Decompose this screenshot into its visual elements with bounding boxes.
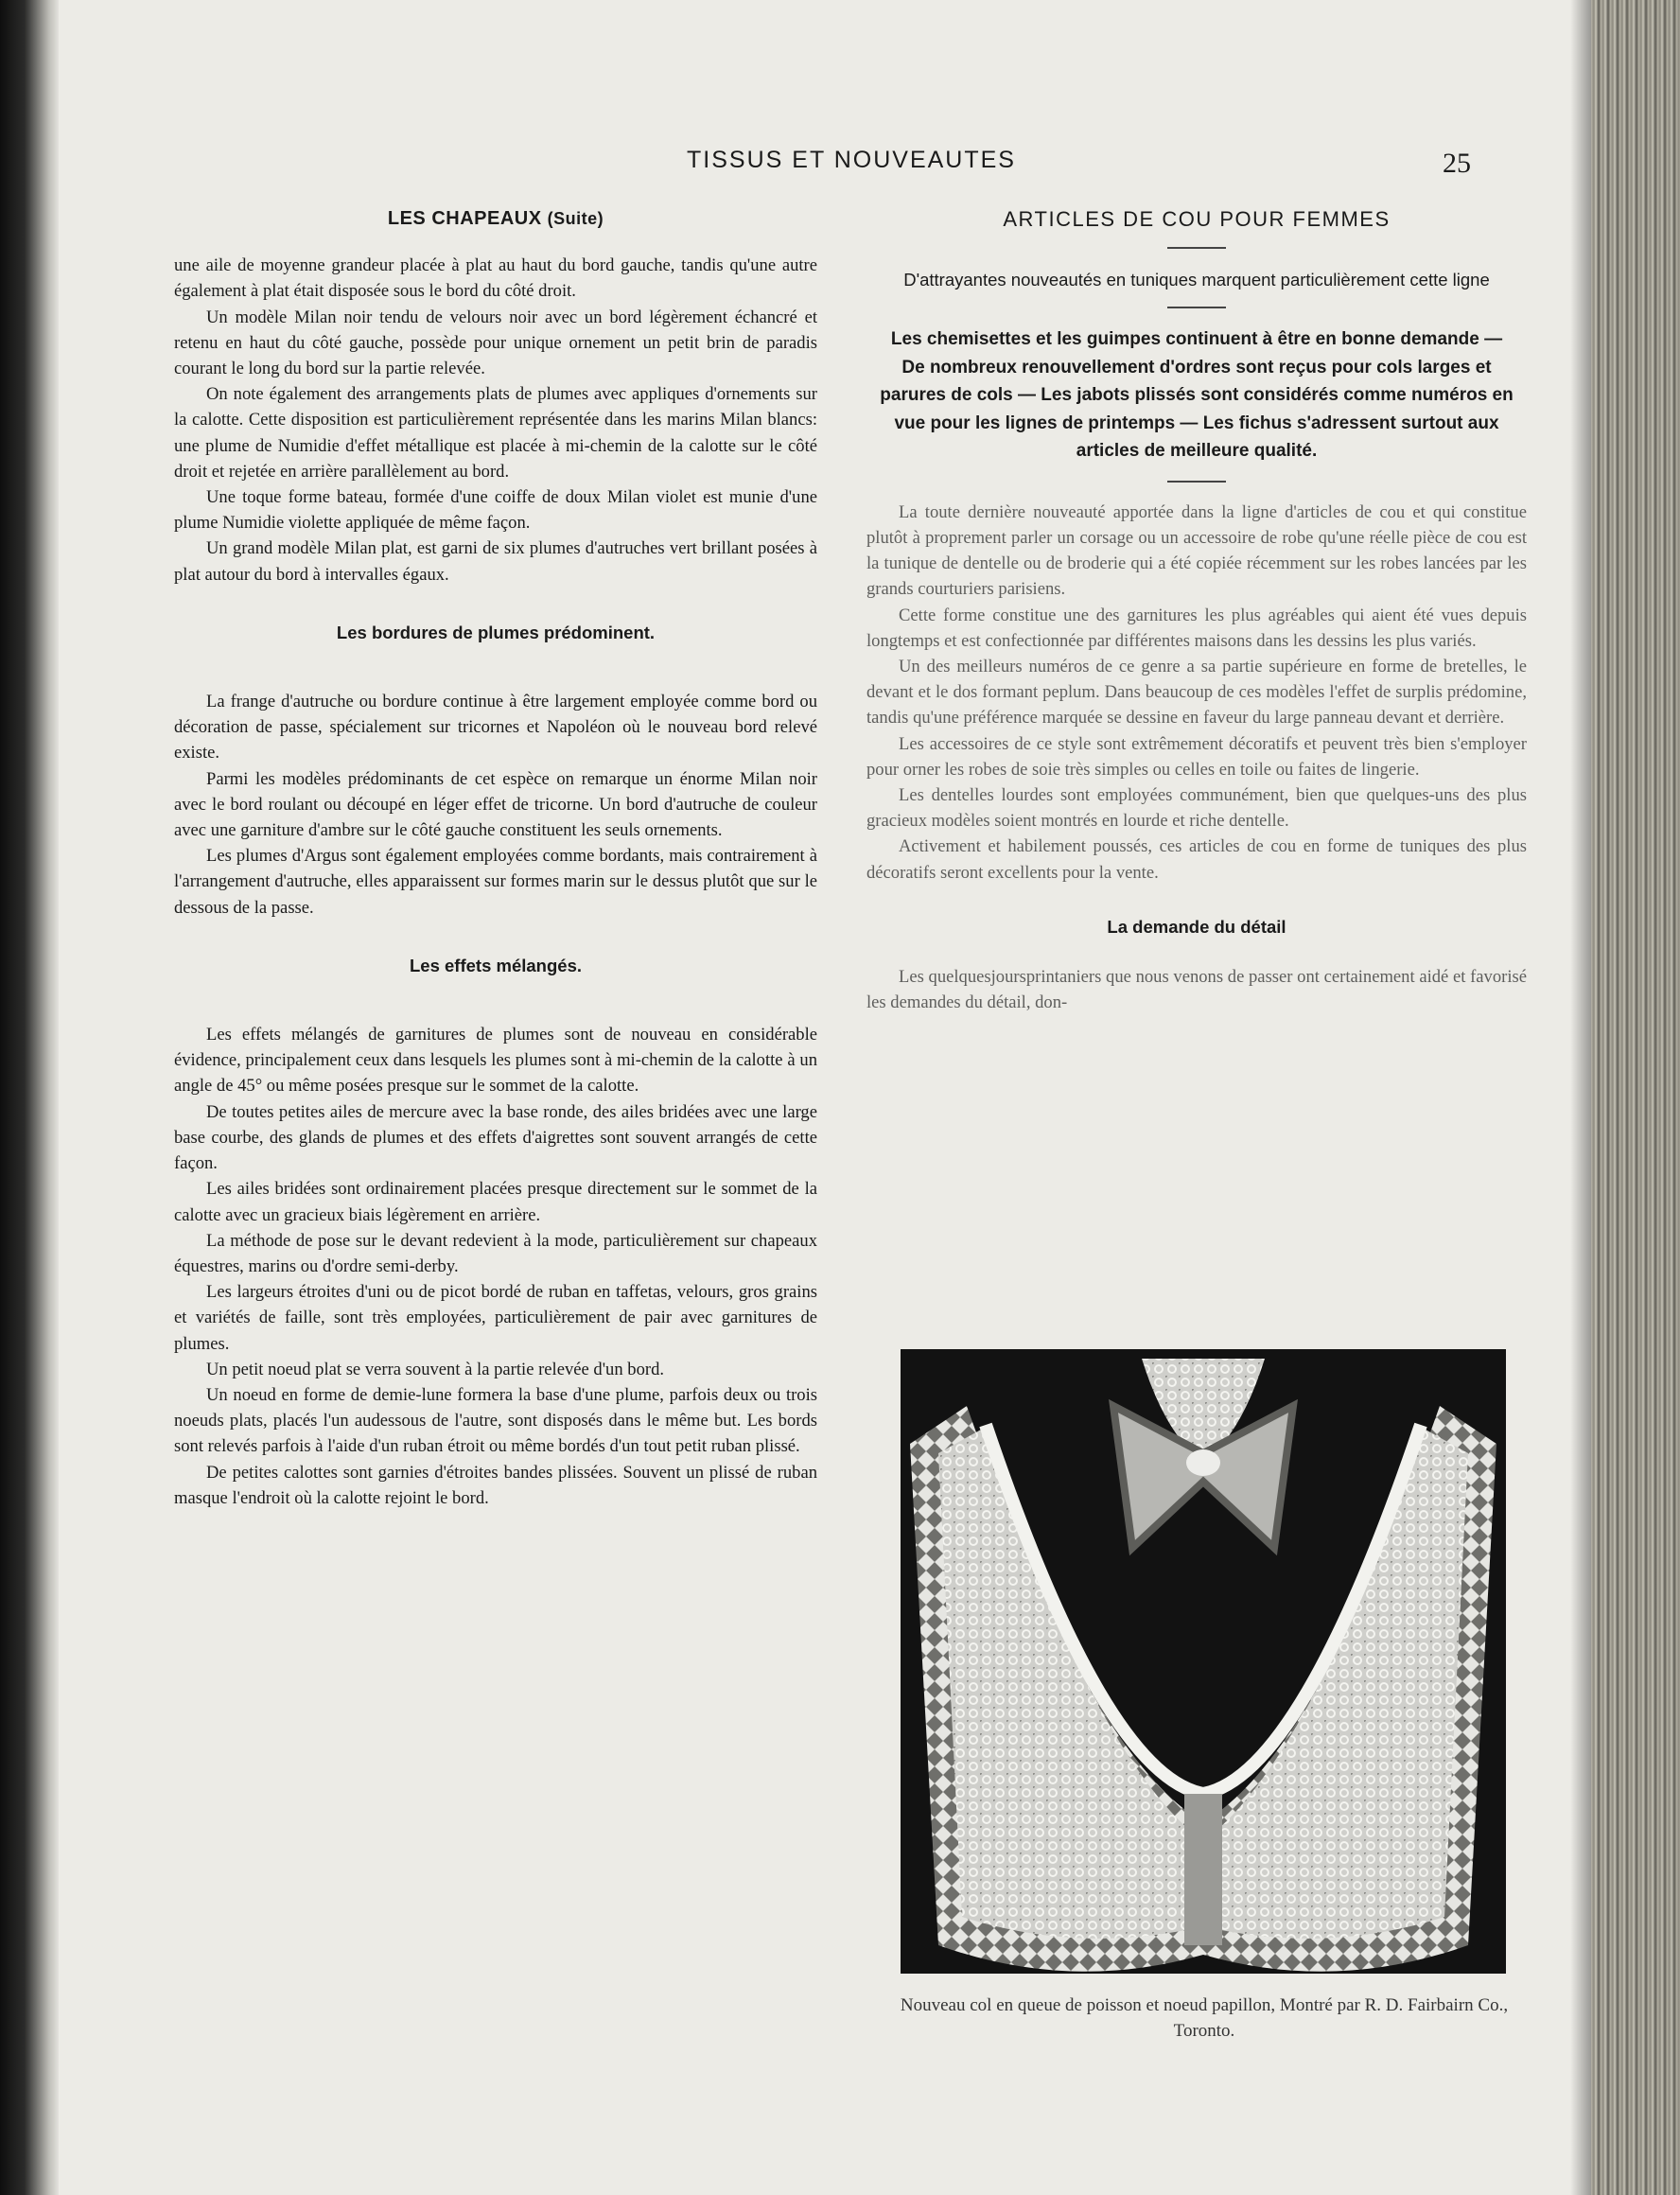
paragraph: Un modèle Milan noir tendu de velours noir avec un bord légèrement échancré et retenu en haut du côté gauche, possède pour unique ornement un petit brin de paradis courant le long du bord sur la partie relevée.	[174, 307, 817, 379]
collar-photograph	[901, 1349, 1506, 1974]
deck-rule	[1167, 307, 1226, 308]
right-column	[866, 206, 1527, 1015]
article-continuation	[866, 964, 1527, 1015]
paragraph: On note également des arrangements plats de plumes avec appliques d'ornements sur la calotte. Cette disposition est particulièrement représentée dans les marins Milan blancs: une plume de Numidie d'effet métallique est placée à mi-chemin de la calotte sur le côté droit et rejetée en arrière parallèlement au bord.	[174, 384, 817, 482]
paragraph: Les quelquesjoursprintaniers que nous venons de passer ont certainement aidé et favorisé les demandes du détail, don-	[866, 966, 1527, 1013]
collar-insert	[1184, 1794, 1222, 1945]
paragraph: Un grand modèle Milan plat, est garni de six plumes d'autruches vert brillant posées à plat autour du bord à intervalles égaux.	[174, 538, 817, 585]
paragraph: Activement et habilement poussés, ces articles de cou en forme de tuniques des plus décoratifs seront excellents pour la vente.	[866, 836, 1527, 883]
book-page-edges	[1591, 0, 1680, 2195]
paragraph: une aile de moyenne grandeur placée à plat au haut du bord gauche, tandis qu'une autre également à plat était disposée sous le bord du côté droit.	[174, 255, 817, 302]
paragraph: Les dentelles lourdes sont employées communément, bien que quelques-uns des plus gracieux modèles soient montrés en lourde et riche dentelle.	[866, 784, 1527, 832]
running-title: TISSUS ET NOUVEAUTES	[687, 147, 1016, 173]
paragraph: Les accessoires de ce style sont extrêmement décoratifs et peuvent très bien s'employer pour orner les robes de soie très simples ou celles en toile ou faites de lingerie.	[866, 733, 1527, 780]
paragraph: Les plumes d'Argus sont également employées comme bordants, mais contrairement à l'arrangement d'autruche, elles apparaissent sur formes marin sur le dessus plutôt que sur le dessous de la passe.	[174, 846, 817, 918]
section-title-text: LES CHAPEAUX	[387, 208, 542, 229]
section-title-suffix: (Suite)	[547, 209, 604, 228]
paragraph: La frange d'autruche ou bordure continue à être largement employée comme bord ou décoration de passe, spécialement sur tricornes et Napoléon où le nouveau bord relevé existe.	[174, 692, 817, 764]
page-number: 25	[1443, 148, 1471, 179]
paragraph: Parmi les modèles prédominants de cet espèce on remarque un énorme Milan noir avec le bord roulant ou découpé en léger effet de tricorne. Un bord d'autruche de couleur avec une garniture d'ambre sur le côté gauche constituent les seuls ornements.	[174, 768, 817, 841]
paragraph: Un noeud en forme de demie-lune formera la base d'une plume, parfois deux ou trois noeuds plats, placés l'un audessous de l'autre, sont disposés dans le même but. Les bords sont relevés parfois à l'aide d'un ruban étroit ou même bordés d'un tout petit ruban plissé.	[174, 1384, 817, 1457]
title-rule	[1167, 247, 1226, 249]
paragraph: Un petit noeud plat se verra souvent à la partie relevée d'un bord.	[206, 1359, 665, 1379]
paragraph: De petites calottes sont garnies d'étroites bandes plissées. Souvent un plissé de ruban masque l'endroit où la calotte rejoint le bord.	[174, 1462, 817, 1508]
article-body	[866, 500, 1527, 886]
book-gutter	[0, 0, 59, 2195]
paragraph: Les effets mélangés de garnitures de plumes sont de nouveau en considérable évidence, principalement ceux dans lesquels les plumes sont à mi-chemin de la calotte à un angle de 45° ou même posées presque sur le sommet de la calotte.	[174, 1025, 817, 1097]
subheading-effets: Les effets mélangés.	[410, 955, 582, 975]
collar-illustration	[901, 1349, 1506, 1974]
paragraph: Les largeurs étroites d'uni ou de picot bordé de ruban en taffetas, velours, gros grains et variétés de faille, sont très employées, particulièrement de pair avec garnitures de plumes.	[174, 1282, 817, 1354]
article-deck: D'attrayantes nouveautés en tuniques marquent particulièrement cette ligne	[903, 270, 1490, 290]
article-title: ARTICLES DE COU POUR FEMMES	[1003, 207, 1391, 231]
subheading-demande: La demande du détail	[1107, 916, 1286, 937]
paragraph: De toutes petites ailes de mercure avec la base ronde, des ailes bridées avec une large base courbe, des glands de plumes et des effets d'aigrettes sont souvent arrangés de cette façon.	[174, 1101, 817, 1174]
photo-caption: Nouveau col en queue de poisson et noeud papillon, Montré par R. D. Fairbairn Co., Toronto.	[900, 1995, 1509, 2041]
bow-tie-knot	[1186, 1449, 1220, 1476]
paragraph: La toute dernière nouveauté apportée dans la ligne d'articles de cou et qui constitue plutôt à proprement parler un corsage ou un accessoire de robe qu'une réelle pièce de cou est la tunique de dentelle ou de broderie qui a été copiée récemment sur les robes lancées par les grands courturiers parisiens.	[866, 501, 1527, 600]
summary-rule	[1167, 481, 1226, 483]
paragraph: La méthode de pose sur le devant redevient à la mode, particulièrement sur chapeaux équestres, marins ou d'ordre semi-derby.	[174, 1230, 817, 1276]
section-title-chapeaux	[174, 206, 817, 232]
subheading-bordures: Les bordures de plumes prédominent.	[336, 622, 656, 642]
article-summary: Les chemisettes et les guimpes continuent à être en bonne demande — De nombreux renouvellement d'ordres sont reçus pour cols larges et parures de cols — Les jabots plissés sont considérés comme numéros en vue pour les lignes de printemps — Les fichus s'adressent surtout aux articles de meilleure qualité.	[880, 329, 1514, 462]
paragraph: Les ailes bridées sont ordinairement placées presque directement sur le sommet de la calotte avec un gracieux biais légèrement en arrière.	[174, 1179, 817, 1225]
page-edge-shadow	[1570, 0, 1591, 2195]
left-column	[174, 206, 817, 1511]
paragraph: Une toque forme bateau, formée d'une coiffe de doux Milan violet est munie d'une plume Numidie violette appliquée de même façon.	[174, 487, 817, 534]
paragraph: Cette forme constitue une des garnitures les plus agréables qui aient été vues depuis longtemps et est confectionnée par différentes maisons dans les dessins les plus variés.	[866, 605, 1527, 651]
paragraph: Un des meilleurs numéros de ce genre a sa partie supérieure en forme de bretelles, le devant et le dos formant peplum. Dans beaucoup de ces modèles l'effet de surplis prédomine, tandis qu'une préférence marquée se dessine en faveur du large panneau devant et derrière.	[866, 656, 1527, 729]
